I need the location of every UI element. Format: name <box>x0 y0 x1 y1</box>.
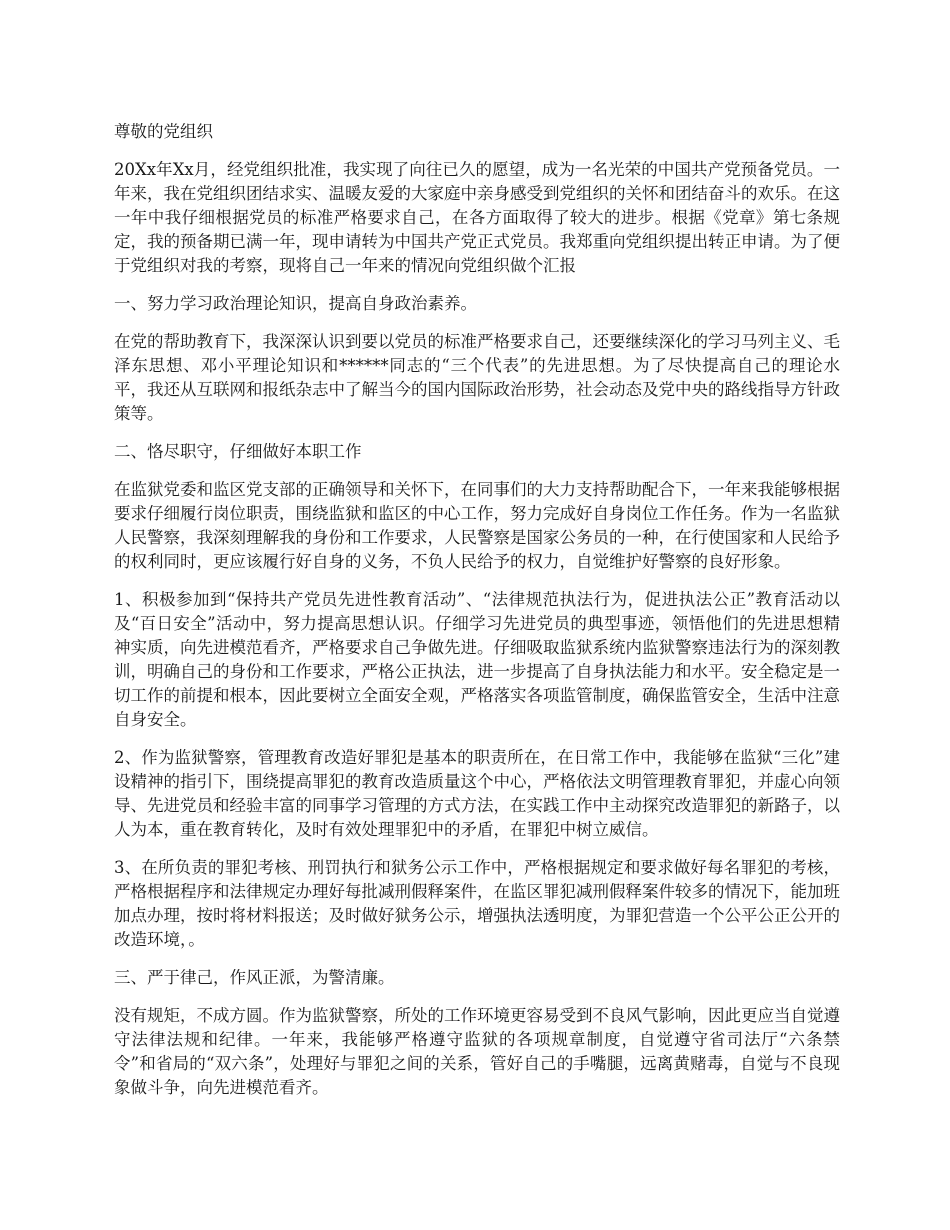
document-page <box>114 120 840 1114</box>
paragraph-theory-study: 在党的帮助教育下，我深深认识到要以党员的标准严格要求自己，还要继续深化的学习马列主义、毛泽东思想、邓小平理论知识和******同志的“三个代表”的先进思想。为了尽快提高自己的理论水平，我还从互联网和报纸杂志中了解当今的国内国际政治形势，社会动态及党中央的路线指导方针政策等。 <box>114 332 840 423</box>
paragraph-item-3: 3、在所负责的罪犯考核、刑罚执行和狱务公示工作中，严格根据规定和要求做好每名罪犯的考核，严格根据程序和法律规定办理好每批减刑假释案件，在监区罪犯减刑假释案件较多的情况下，能加班加点办理，按时将材料报送；及时做好狱务公示，增强执法透明度，为罪犯营造一个公平公正公开的改造环境，。 <box>114 858 840 949</box>
section-heading-2: 二、恪尽职守，仔细做好本职工作 <box>114 442 362 461</box>
paragraph-duty: 在监狱党委和监区党支部的正确领导和关怀下，在同事们的大力支持帮助配合下，一年来我能够根据要求仔细履行岗位职责，围绕监狱和监区的中心工作，努力完成好自身岗位工作任务。作为一名监狱人民警察，我深刻理解我的身份和工作要求，人民警察是国家公务员的一种，在行使国家和人民给予的权利同时，更应该履行好自身的义务，不负人民给予的权力，自觉维护好警察的良好形象。 <box>114 480 840 571</box>
section-heading-3: 三、严于律己，作风正派，为警清廉。 <box>114 968 395 987</box>
paragraph-item-2: 2、作为监狱警察，管理教育改造好罪犯是基本的职责所在，在日常工作中，我能够在监狱“三化”建设精神的指引下，围绕提高罪犯的教育改造质量这个中心，严格依法文明管理教育罪犯，并虚心向领导、先进党员和经验丰富的同事学习管理的方式方法，在实践工作中主动探究改造罪犯的新路子，以人为本，重在教育转化，及时有效处理罪犯中的矛盾，在罪犯中树立威信。 <box>114 748 840 839</box>
paragraph-discipline: 没有规矩，不成方圆。作为监狱警察，所处的工作环境更容易受到不良风气影响，因此更应当自觉遵守法律法规和纪律。一年来，我能够严格遵守监狱的各项规章制度，自觉遵守省司法厅“六条禁令”和省局的“双六条”，处理好与罪犯之间的关系，管好自己的手嘴腿，远离黄赌毒，自觉与不良现象做斗争，向先进模范看齐。 <box>114 1006 840 1097</box>
paragraph-item-1: 1、积极参加到“保持共产党员先进性教育活动”、“法律规范执法行为，促进执法公正”教育活动以及“百日安全”活动中，努力提高思想认识。仔细学习先进党员的典型事迹，领悟他们的先进思想精神实质，向先进模范看齐，严格要求自己争做先进。仔细吸取监狱系统内监狱警察违法行为的深刻教训，明确自己的身份和工作要求，严格公正执法，进一步提高了自身执法能力和水平。安全稳定是一切工作的前提和根本，因此要树立全面安全观，严格落实各项监管制度，确保监管安全，生活中注意自身安全。 <box>114 590 840 729</box>
paragraph-intro: 20Xx年Xx月，经党组织批准，我实现了向往已久的愿望，成为一名光荣的中国共产党预备党员。一年来，我在党组织团结求实、温暖友爱的大家庭中亲身感受到党组织的关怀和团结奋斗的欢乐。在这一年中我仔细根据党员的标准严格要求自己，在各方面取得了较大的进步。根据《党章》第七条规定，我的预备期已满一年，现申请转为中国共产党正式党员。我郑重向党组织提出转正申请。为了便于党组织对我的考察，现将自己一年来的情况向党组织做个汇报 <box>114 160 840 275</box>
salutation: 尊敬的党组织 <box>114 122 213 141</box>
section-heading-1: 一、努力学习政治理论知识，提高自身政治素养。 <box>114 294 477 313</box>
